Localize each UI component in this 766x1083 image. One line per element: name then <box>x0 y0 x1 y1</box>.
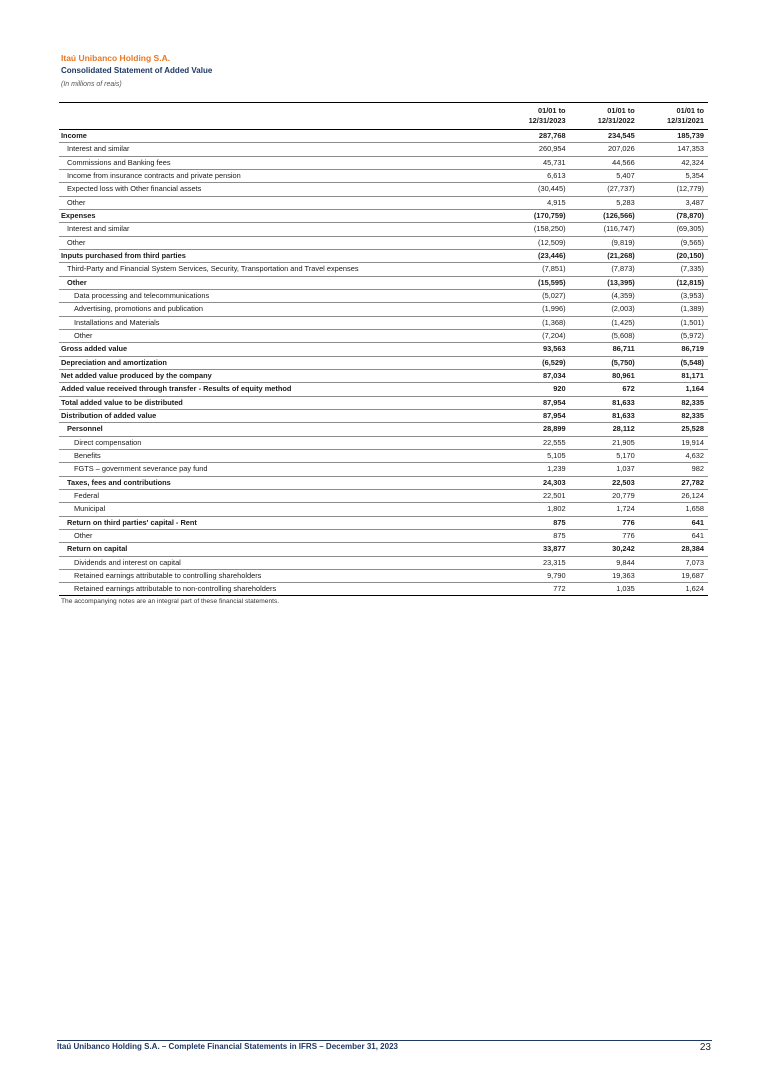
value-cell-2021: (5,972) <box>639 329 708 342</box>
table-row <box>59 289 708 302</box>
value-cell-2021: 19,687 <box>639 569 708 582</box>
table-row <box>59 463 708 476</box>
value-cell-2023: 772 <box>500 583 569 596</box>
row-label: Retained earnings attributable to controlling shareholders <box>59 569 500 582</box>
table-row <box>59 130 708 143</box>
value-cell-2022: 1,724 <box>570 503 639 516</box>
value-cell-2022: 81,633 <box>570 396 639 409</box>
value-cell-2023: 24,303 <box>500 476 569 489</box>
table-row <box>59 396 708 409</box>
value-cell-2022: 776 <box>570 516 639 529</box>
value-cell-2023: 287,768 <box>500 130 569 143</box>
table-row <box>59 156 708 169</box>
value-cell-2022: (9,819) <box>570 236 639 249</box>
value-cell-2022: 19,363 <box>570 569 639 582</box>
table-row <box>59 476 708 489</box>
value-cell-2023: 1,239 <box>500 463 569 476</box>
value-cell-2023: (30,445) <box>500 183 569 196</box>
value-cell-2021: 3,487 <box>639 196 708 209</box>
value-cell-2021: 26,124 <box>639 489 708 502</box>
value-cell-2023: 28,899 <box>500 423 569 436</box>
row-label: Other <box>59 529 500 542</box>
value-cell-2022: 30,242 <box>570 543 639 556</box>
value-cell-2022: 5,170 <box>570 449 639 462</box>
value-cell-2021: 82,335 <box>639 396 708 409</box>
value-cell-2022: 234,545 <box>570 130 639 143</box>
value-cell-2021: (3,953) <box>639 289 708 302</box>
value-cell-2021: (5,548) <box>639 356 708 369</box>
value-cell-2022: 672 <box>570 383 639 396</box>
row-label: Other <box>59 236 500 249</box>
table-row <box>59 303 708 316</box>
row-label: Other <box>59 276 500 289</box>
value-cell-2021: (9,565) <box>639 236 708 249</box>
value-cell-2021: 28,384 <box>639 543 708 556</box>
table-row <box>59 556 708 569</box>
row-label: Net added value produced by the company <box>59 369 500 382</box>
statement-title: Consolidated Statement of Added Value <box>61 66 213 75</box>
table-row <box>59 316 708 329</box>
value-cell-2022: 28,112 <box>570 423 639 436</box>
row-label: Dividends and interest on capital <box>59 556 500 569</box>
table-row <box>59 543 708 556</box>
row-label: Added value received through transfer - Results of equity method <box>59 383 500 396</box>
value-cell-2022: (7,873) <box>570 263 639 276</box>
row-label: Data processing and telecommunications <box>59 289 500 302</box>
value-cell-2022: (4,359) <box>570 289 639 302</box>
value-cell-2022: 1,035 <box>570 583 639 596</box>
table-header-row <box>59 103 708 130</box>
value-cell-2021: 641 <box>639 529 708 542</box>
added-value-table <box>59 102 708 596</box>
value-cell-2022: (2,003) <box>570 303 639 316</box>
value-cell-2023: (7,851) <box>500 263 569 276</box>
row-label: Income <box>59 130 500 143</box>
row-label: Municipal <box>59 503 500 516</box>
footer-text: Itaú Unibanco Holding S.A. – Complete Financial Statements in IFRS – December 31, 2023 <box>57 1042 398 1051</box>
column-header-2023 <box>500 103 569 130</box>
table-row <box>59 409 708 422</box>
value-cell-2021: 1,658 <box>639 503 708 516</box>
value-cell-2022: (13,395) <box>570 276 639 289</box>
value-cell-2023: 93,563 <box>500 343 569 356</box>
table-row <box>59 223 708 236</box>
value-cell-2022: 22,503 <box>570 476 639 489</box>
value-cell-2022: (5,750) <box>570 356 639 369</box>
value-cell-2021: 5,354 <box>639 169 708 182</box>
value-cell-2021: 1,164 <box>639 383 708 396</box>
column-header-line2: 12/31/2022 <box>597 116 635 125</box>
row-label: Other <box>59 329 500 342</box>
value-cell-2023: (12,509) <box>500 236 569 249</box>
table-row <box>59 249 708 262</box>
label-column-header <box>59 103 500 130</box>
row-label: Commissions and Banking fees <box>59 156 500 169</box>
value-cell-2023: (7,204) <box>500 329 569 342</box>
value-cell-2021: (12,779) <box>639 183 708 196</box>
table-row <box>59 516 708 529</box>
value-cell-2021: (1,501) <box>639 316 708 329</box>
value-cell-2023: 4,915 <box>500 196 569 209</box>
value-cell-2021: 7,073 <box>639 556 708 569</box>
value-cell-2022: 81,633 <box>570 409 639 422</box>
value-cell-2023: 87,034 <box>500 369 569 382</box>
column-header-line1: 01/01 to <box>538 106 566 115</box>
table-row <box>59 143 708 156</box>
value-cell-2023: 33,877 <box>500 543 569 556</box>
value-cell-2021: 42,324 <box>639 156 708 169</box>
table-row <box>59 489 708 502</box>
row-label: Depreciation and amortization <box>59 356 500 369</box>
row-label: Return on third parties' capital - Rent <box>59 516 500 529</box>
row-label: Advertising, promotions and publication <box>59 303 500 316</box>
value-cell-2022: 776 <box>570 529 639 542</box>
row-label: Interest and similar <box>59 143 500 156</box>
value-cell-2021: 4,632 <box>639 449 708 462</box>
value-cell-2022: (21,268) <box>570 249 639 262</box>
column-header-line2: 12/31/2023 <box>528 116 566 125</box>
value-cell-2021: (78,870) <box>639 209 708 222</box>
row-label: Expected loss with Other financial assets <box>59 183 500 196</box>
table-row <box>59 356 708 369</box>
row-label: Retained earnings attributable to non-controlling shareholders <box>59 583 500 596</box>
footer-divider <box>57 1040 712 1041</box>
value-cell-2023: 45,731 <box>500 156 569 169</box>
value-cell-2023: 920 <box>500 383 569 396</box>
row-label: Taxes, fees and contributions <box>59 476 500 489</box>
currency-unit-note: (In millions of reais) <box>61 81 122 88</box>
value-cell-2023: (1,368) <box>500 316 569 329</box>
value-cell-2022: (116,747) <box>570 223 639 236</box>
table-row <box>59 196 708 209</box>
value-cell-2023: 260,954 <box>500 143 569 156</box>
value-cell-2022: 80,961 <box>570 369 639 382</box>
column-header-2021 <box>639 103 708 130</box>
value-cell-2023: 6,613 <box>500 169 569 182</box>
table-row <box>59 276 708 289</box>
value-cell-2021: (1,389) <box>639 303 708 316</box>
table-row <box>59 423 708 436</box>
row-label: Distribution of added value <box>59 409 500 422</box>
row-label: Inputs purchased from third parties <box>59 249 500 262</box>
row-label: Total added value to be distributed <box>59 396 500 409</box>
value-cell-2021: 86,719 <box>639 343 708 356</box>
value-cell-2023: (5,027) <box>500 289 569 302</box>
value-cell-2021: (69,305) <box>639 223 708 236</box>
table-row <box>59 529 708 542</box>
column-header-line1: 01/01 to <box>676 106 704 115</box>
value-cell-2023: (1,996) <box>500 303 569 316</box>
value-cell-2021: 25,528 <box>639 423 708 436</box>
row-label: Federal <box>59 489 500 502</box>
statement-header <box>61 52 212 91</box>
value-cell-2023: 875 <box>500 529 569 542</box>
value-cell-2022: 21,905 <box>570 436 639 449</box>
row-label: FGTS – government severance pay fund <box>59 463 500 476</box>
value-cell-2022: (1,425) <box>570 316 639 329</box>
footnote: The accompanying notes are an integral part of these financial statements. <box>61 598 280 605</box>
value-cell-2022: 86,711 <box>570 343 639 356</box>
value-cell-2021: 185,739 <box>639 130 708 143</box>
value-cell-2023: 1,802 <box>500 503 569 516</box>
table-row <box>59 369 708 382</box>
table-row <box>59 449 708 462</box>
column-header-2022 <box>570 103 639 130</box>
row-label: Interest and similar <box>59 223 500 236</box>
value-cell-2023: 87,954 <box>500 409 569 422</box>
value-cell-2023: 87,954 <box>500 396 569 409</box>
value-cell-2021: 81,171 <box>639 369 708 382</box>
value-cell-2023: 875 <box>500 516 569 529</box>
table-row <box>59 209 708 222</box>
value-cell-2023: 5,105 <box>500 449 569 462</box>
row-label: Return on capital <box>59 543 500 556</box>
table-row <box>59 569 708 582</box>
value-cell-2022: 207,026 <box>570 143 639 156</box>
table-row <box>59 583 708 596</box>
value-cell-2022: 9,844 <box>570 556 639 569</box>
row-label: Gross added value <box>59 343 500 356</box>
row-label: Income from insurance contracts and private pension <box>59 169 500 182</box>
value-cell-2023: (23,446) <box>500 249 569 262</box>
value-cell-2023: 22,501 <box>500 489 569 502</box>
value-cell-2021: (7,335) <box>639 263 708 276</box>
table-row <box>59 183 708 196</box>
value-cell-2023: (158,250) <box>500 223 569 236</box>
table-row <box>59 383 708 396</box>
value-cell-2021: (20,150) <box>639 249 708 262</box>
value-cell-2021: 1,624 <box>639 583 708 596</box>
table-body <box>59 130 708 596</box>
row-label: Expenses <box>59 209 500 222</box>
page-number: 23 <box>699 1042 711 1053</box>
value-cell-2021: 82,335 <box>639 409 708 422</box>
value-cell-2021: (12,815) <box>639 276 708 289</box>
value-cell-2021: 641 <box>639 516 708 529</box>
value-cell-2022: (27,737) <box>570 183 639 196</box>
row-label: Other <box>59 196 500 209</box>
value-cell-2022: (126,566) <box>570 209 639 222</box>
value-cell-2021: 27,782 <box>639 476 708 489</box>
value-cell-2023: (6,529) <box>500 356 569 369</box>
table-row <box>59 503 708 516</box>
value-cell-2021: 147,353 <box>639 143 708 156</box>
table-row <box>59 329 708 342</box>
value-cell-2023: 22,555 <box>500 436 569 449</box>
value-cell-2023: 9,790 <box>500 569 569 582</box>
row-label: Third-Party and Financial System Services, Security, Transportation and Travel expenses <box>59 263 500 276</box>
row-label: Benefits <box>59 449 500 462</box>
table-row <box>59 263 708 276</box>
value-cell-2023: (15,595) <box>500 276 569 289</box>
value-cell-2022: 5,407 <box>570 169 639 182</box>
value-cell-2022: (5,608) <box>570 329 639 342</box>
row-label: Personnel <box>59 423 500 436</box>
company-name: Itaú Unibanco Holding S.A. <box>61 53 171 63</box>
value-cell-2022: 5,283 <box>570 196 639 209</box>
value-cell-2021: 19,914 <box>639 436 708 449</box>
row-label: Direct compensation <box>59 436 500 449</box>
value-cell-2023: 23,315 <box>500 556 569 569</box>
value-cell-2023: (170,759) <box>500 209 569 222</box>
column-header-line2: 12/31/2021 <box>667 116 704 125</box>
table-row <box>59 236 708 249</box>
value-cell-2022: 1,037 <box>570 463 639 476</box>
value-cell-2022: 44,566 <box>570 156 639 169</box>
value-cell-2021: 982 <box>639 463 708 476</box>
row-label: Installations and Materials <box>59 316 500 329</box>
value-cell-2022: 20,779 <box>570 489 639 502</box>
table-row <box>59 436 708 449</box>
table-row <box>59 169 708 182</box>
table-row <box>59 343 708 356</box>
column-header-line1: 01/01 to <box>607 106 635 115</box>
